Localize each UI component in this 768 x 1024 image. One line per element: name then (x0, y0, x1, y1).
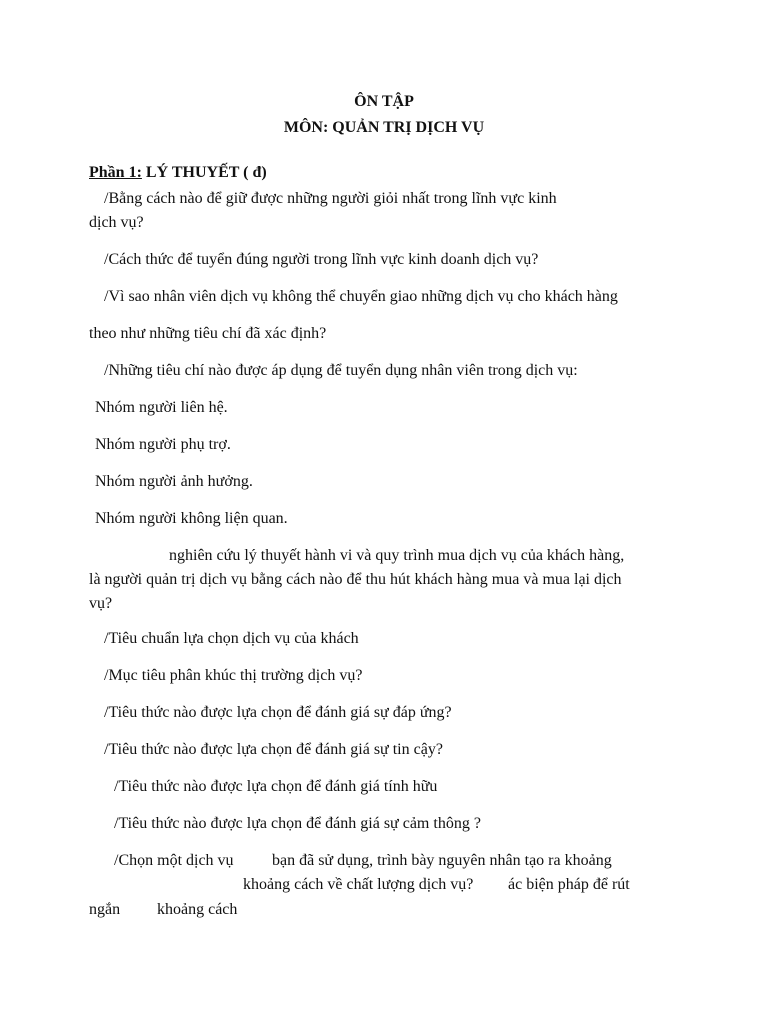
question-line: /Chọn một dịch vụ (114, 852, 234, 869)
question-line: /Vì sao nhân viên dịch vụ không thể chuyển giao những dịch vụ cho khách hàng (104, 288, 618, 305)
question-line: ác biện pháp để rút (508, 876, 630, 893)
paragraph-line: nghiên cứu lý thuyết hành vi và quy trình mua dịch vụ của khách hàng, (169, 547, 625, 564)
paragraph-line: vụ? (89, 595, 113, 612)
list-item: Nhóm người liên hệ. (95, 399, 228, 416)
document-subtitle: MÔN: QUẢN TRỊ DỊCH VỤ (283, 119, 485, 136)
section-heading (89, 163, 267, 183)
question-line: ngắn (89, 901, 121, 918)
question-line: bạn đã sử dụng, trình bày nguyên nhân tạo ra khoảng (272, 852, 612, 869)
question-line: /Tiêu thức nào được lựa chọn để đánh giá sự đáp ứng? (104, 704, 452, 721)
list-item: Nhóm người phụ trợ. (95, 436, 231, 453)
list-item: Nhóm người không liện quan. (95, 510, 288, 527)
question-line: khoảng cách (157, 901, 238, 918)
section-title: LÝ THUYẾT ( đ) (145, 164, 267, 181)
question-line: dịch vụ? (89, 214, 144, 231)
question-line: /Cách thức để tuyển đúng người trong lĩnh vực kinh doanh dịch vụ? (104, 251, 539, 268)
question-line: /Bằng cách nào để giữ được những người giỏi nhất trong lĩnh vực kinh (104, 190, 557, 207)
document-title: ÔN TẬP (354, 93, 414, 110)
question-line: theo như những tiêu chí đã xác định? (89, 325, 327, 342)
question-line: khoảng cách về chất lượng dịch vụ? (243, 876, 474, 893)
section-label: Phần 1: (89, 164, 142, 181)
question-line: /Tiêu thức nào được lựa chọn để đánh giá tính hữu (114, 778, 438, 795)
question-line: /Mục tiêu phân khúc thị trường dịch vụ? (104, 667, 363, 684)
question-line: /Tiêu thức nào được lựa chọn để đánh giá sự cảm thông ? (114, 815, 481, 832)
question-line: /Những tiêu chí nào được áp dụng để tuyển dụng nhân viên trong dịch vụ: (104, 362, 578, 379)
question-line: /Tiêu thức nào được lựa chọn để đánh giá sự tin cậy? (104, 741, 443, 758)
question-line: /Tiêu chuẩn lựa chọn dịch vụ của khách (104, 630, 359, 647)
list-item: Nhóm người ảnh hưởng. (95, 473, 253, 490)
paragraph-line: là người quản trị dịch vụ bằng cách nào để thu hút khách hàng mua và mua lại dịch (89, 571, 622, 588)
